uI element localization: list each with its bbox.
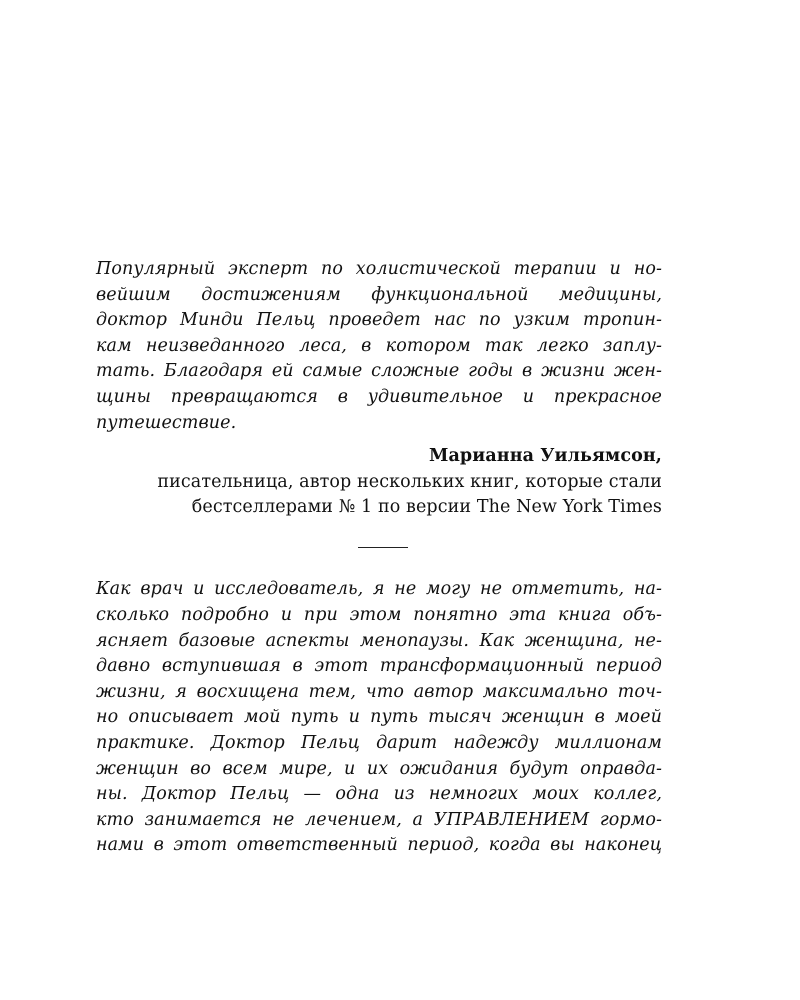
quote-line: нами в этот ответственный период, когда вы наконец (96, 835, 662, 856)
quote-line: ясняет базовые аспекты менопаузы. Как женщина, не- (96, 630, 662, 651)
endorsement-quote-2 (96, 577, 662, 859)
quote-line: практике. Доктор Пельц дарит надежду миллионам (96, 733, 662, 753)
quote-line: сколько подробно и при этом понятно эта книга объ- (96, 605, 662, 626)
section-divider (358, 547, 408, 549)
quote-line: давно вступившая в этот трансформационный период (96, 656, 662, 677)
quote-line: жизни, я восхищена тем, что автор максимально точ- (96, 681, 662, 702)
quote-line: вейшим достижениям функциональной медицины, (96, 284, 662, 305)
author-description-line: писательница, автор нескольких книг, которые стали (157, 471, 662, 492)
quote-line: путешествие. (96, 412, 237, 433)
quote-line: ны. Доктор Пельц — одна из немногих моих коллег, (96, 784, 662, 805)
quote-line: тать. Благодаря ей самые сложные годы в жизни жен- (96, 361, 662, 382)
quote-line: но описывает мой путь и путь тысяч женщин в моей (96, 707, 662, 728)
quote-line: кам неизведанного леса, в котором так легко заплу- (96, 335, 662, 356)
author-name: Марианна Уильямсон, (429, 446, 662, 467)
quote-line: Как врач и исследователь, я не могу не отметить, на- (96, 579, 662, 600)
quote-line: щины превращаются в удивительное и прекрасное (96, 386, 662, 407)
author-description-line: бестселлерами № 1 по версии The New York Times (191, 497, 662, 518)
quote-line: Популярный эксперт по холистической терапии и но- (96, 259, 662, 279)
quote-line: женщин во всем мире, и их ожидания будут оправда- (96, 758, 662, 779)
quote-line: доктор Минди Пельц проведет нас по узким тропин- (96, 310, 662, 331)
book-page (96, 257, 662, 859)
endorsement-attribution (96, 444, 662, 521)
endorsement-quote-1 (96, 257, 662, 436)
quote-line: кто занимается не лечением, а УПРАВЛЕНИЕМ гормо- (96, 809, 662, 830)
